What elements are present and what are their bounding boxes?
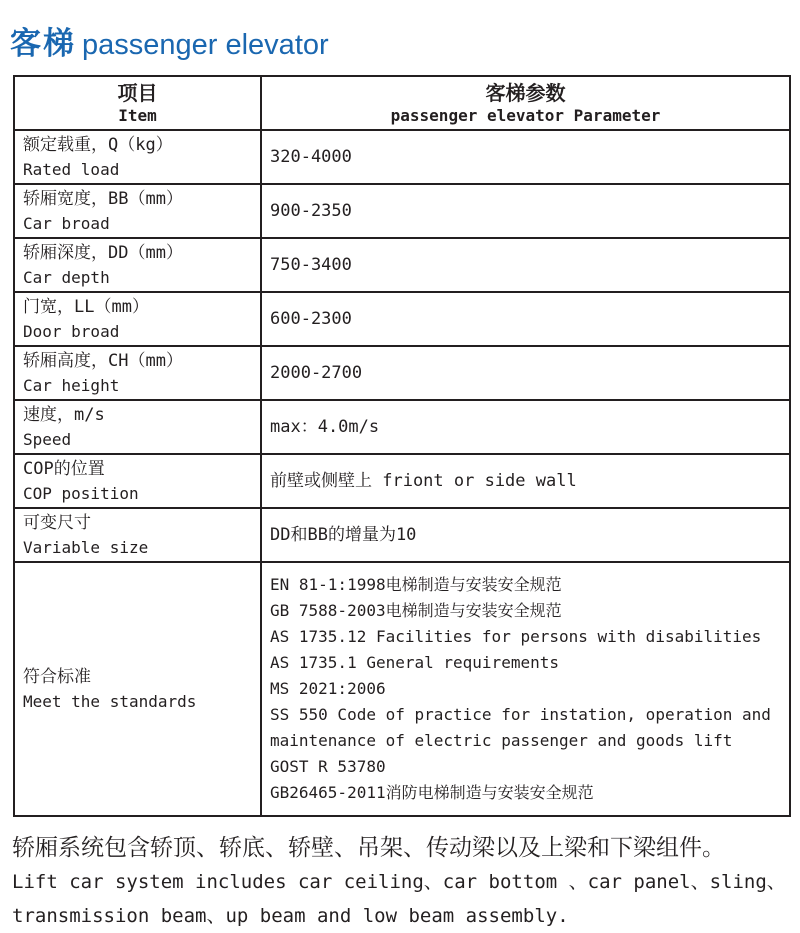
row-label-en: COP position — [23, 484, 139, 503]
row-label — [14, 238, 261, 292]
row-value: max：4.0m/s — [261, 400, 790, 454]
page-title-en: passenger elevator — [82, 29, 329, 61]
row-value: 前壁或侧壁上 friont or side wall — [261, 454, 790, 508]
row-label-en: Variable size — [23, 538, 149, 557]
table-row-car-depth — [14, 238, 790, 292]
row-label-en: Car depth — [23, 268, 110, 287]
row-value: 900-2350 — [261, 184, 790, 238]
row-label — [14, 562, 261, 816]
row-value: 2000-2700 — [261, 346, 790, 400]
table-header-item — [14, 76, 261, 130]
row-label-en: Speed — [23, 430, 72, 449]
table-row-variable-size — [14, 508, 790, 562]
row-value: 750-3400 — [261, 238, 790, 292]
row-label — [14, 184, 261, 238]
table-row-cop-position — [14, 454, 790, 508]
row-label-en: Car broad — [23, 214, 110, 233]
footer-note-zh: 轿厢系统包含轿顶、轿底、轿壁、吊架、传动梁以及上梁和下梁组件。 — [12, 835, 725, 861]
row-label-zh: 可变尺寸 — [23, 513, 91, 533]
row-label — [14, 508, 261, 562]
row-label-zh: COP的位置 — [23, 459, 105, 479]
table-row-car-height — [14, 346, 790, 400]
row-label-zh: 速度，m/s — [23, 405, 105, 425]
row-label-en: Car height — [23, 376, 120, 395]
page-title — [10, 18, 786, 63]
row-value: 320-4000 — [261, 130, 790, 184]
header-parameter-en: passenger elevator Parameter — [390, 106, 661, 125]
row-value: 600-2300 — [261, 292, 790, 346]
row-label-zh: 轿厢高度，CH（mm） — [23, 351, 183, 371]
header-item-zh: 项目 — [117, 81, 158, 105]
table-header-parameter — [261, 76, 790, 130]
row-label-zh: 额定载重，Q（kg） — [23, 135, 173, 155]
row-label — [14, 130, 261, 184]
row-label — [14, 454, 261, 508]
spec-table — [13, 75, 791, 817]
row-label-zh: 轿厢深度，DD（mm） — [23, 243, 183, 263]
table-row-car-broad — [14, 184, 790, 238]
table-row-standards — [14, 562, 790, 816]
row-label — [14, 292, 261, 346]
table-row-speed — [14, 400, 790, 454]
row-label-en: Rated load — [23, 160, 120, 179]
row-label — [14, 346, 261, 400]
row-label — [14, 400, 261, 454]
page-title-zh: 客梯 — [10, 26, 76, 62]
row-label-zh: 门宽，LL（mm） — [23, 297, 149, 317]
table-header-row — [14, 76, 790, 130]
table-row-rated-load — [14, 130, 790, 184]
row-label-en: Door broad — [23, 322, 120, 341]
table-row-door-broad — [14, 292, 790, 346]
row-label-en: Meet the standards — [23, 692, 197, 711]
row-label-zh: 符合标准 — [23, 667, 91, 687]
row-value: DD和BB的增量为10 — [261, 508, 790, 562]
footer-note — [12, 831, 786, 933]
header-parameter-zh: 客梯参数 — [485, 81, 566, 105]
row-label-zh: 轿厢宽度，BB（mm） — [23, 189, 183, 209]
header-item-en: Item — [118, 106, 157, 125]
row-value-standards-list: EN 81-1:1998电梯制造与安装安全规范 GB 7588-2003电梯制造与安装安全规范 AS 1735.12 Facilities for persons with disabilities AS 1735.1 General requirements MS 2021:2006 SS 550 Code of practice for instation, operation and maintenance of electric passenger and goods lift GOST R 53780 GB26465-2011消防电梯制造与安装安全规范 — [261, 562, 790, 816]
footer-note-en: Lift car system includes car ceiling、car bottom 、car panel、sling、 transmission beam、up beam and low beam assembly. — [12, 871, 786, 927]
